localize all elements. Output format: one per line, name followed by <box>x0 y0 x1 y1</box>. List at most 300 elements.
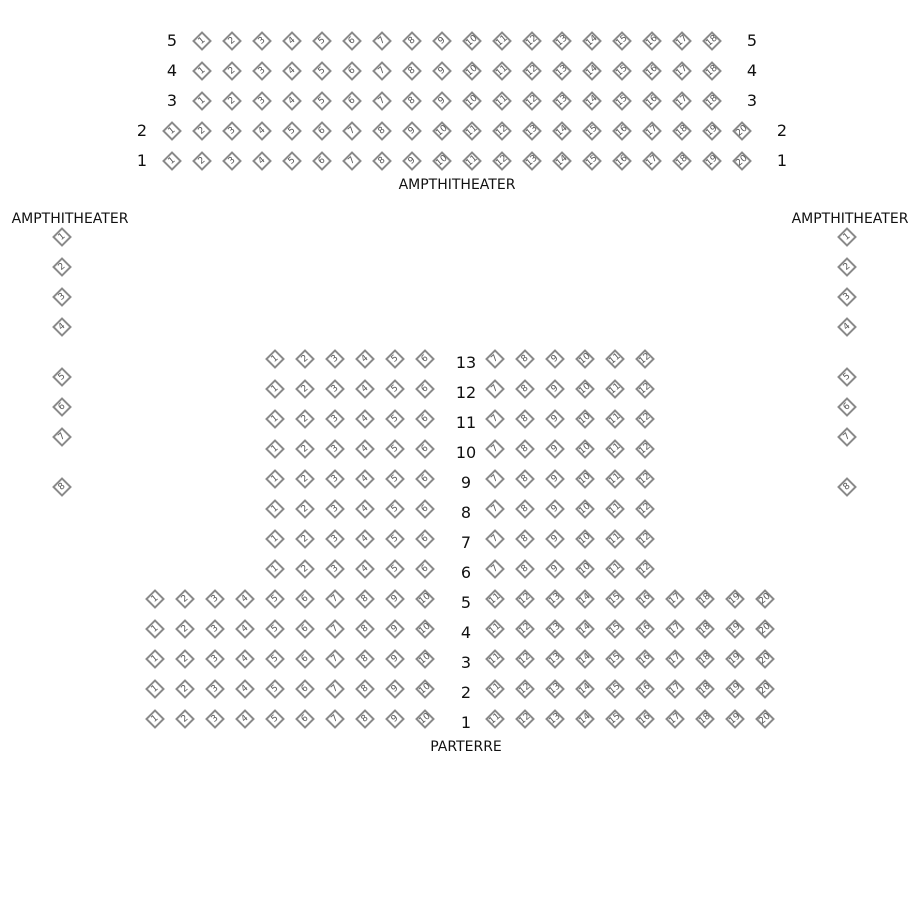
amphitheater-seat[interactable] <box>637 56 667 86</box>
amphitheater-seat[interactable] <box>307 86 337 116</box>
parterre-seat[interactable] <box>480 494 510 524</box>
amphitheater-seat[interactable] <box>427 86 457 116</box>
side-left-seat[interactable] <box>47 282 77 312</box>
amphitheater-seat[interactable] <box>397 56 427 86</box>
parterre-seat[interactable] <box>630 614 660 644</box>
parterre-seat[interactable] <box>510 464 540 494</box>
parterre-seat[interactable] <box>540 644 570 674</box>
parterre-seat[interactable] <box>170 584 200 614</box>
amphitheater-seat[interactable] <box>727 146 757 176</box>
parterre-seat[interactable] <box>380 584 410 614</box>
parterre-seat[interactable] <box>570 584 600 614</box>
parterre-seat[interactable] <box>380 374 410 404</box>
amphitheater-seat[interactable] <box>697 56 727 86</box>
parterre-seat[interactable] <box>260 344 290 374</box>
amphitheater-seat[interactable] <box>607 146 637 176</box>
parterre-seat[interactable] <box>720 644 750 674</box>
amphitheater-seat[interactable] <box>217 26 247 56</box>
parterre-seat[interactable] <box>380 614 410 644</box>
parterre-seat[interactable] <box>750 644 780 674</box>
amphitheater-seat[interactable] <box>547 116 577 146</box>
parterre-seat[interactable] <box>630 494 660 524</box>
side-right-seat[interactable] <box>832 422 862 452</box>
parterre-seat[interactable] <box>480 404 510 434</box>
side-left-seat[interactable] <box>47 472 77 502</box>
parterre-seat[interactable] <box>540 494 570 524</box>
amphitheater-seat[interactable] <box>247 26 277 56</box>
parterre-seat[interactable] <box>570 644 600 674</box>
amphitheater-seat[interactable] <box>337 116 367 146</box>
parterre-seat[interactable] <box>290 644 320 674</box>
parterre-seat[interactable] <box>380 644 410 674</box>
amphitheater-seat[interactable] <box>727 116 757 146</box>
parterre-seat[interactable] <box>750 704 780 734</box>
parterre-seat[interactable] <box>570 524 600 554</box>
amphitheater-seat[interactable] <box>547 146 577 176</box>
amphitheater-seat[interactable] <box>337 56 367 86</box>
amphitheater-seat[interactable] <box>457 116 487 146</box>
parterre-seat[interactable] <box>200 614 230 644</box>
parterre-seat[interactable] <box>320 374 350 404</box>
amphitheater-seat[interactable] <box>637 116 667 146</box>
parterre-seat[interactable] <box>410 584 440 614</box>
amphitheater-seat[interactable] <box>667 86 697 116</box>
amphitheater-seat[interactable] <box>247 116 277 146</box>
parterre-seat[interactable] <box>690 674 720 704</box>
parterre-seat[interactable] <box>540 674 570 704</box>
parterre-seat[interactable] <box>510 524 540 554</box>
parterre-seat[interactable] <box>510 584 540 614</box>
parterre-seat[interactable] <box>380 704 410 734</box>
amphitheater-seat[interactable] <box>637 86 667 116</box>
parterre-seat[interactable] <box>320 704 350 734</box>
amphitheater-seat[interactable] <box>547 26 577 56</box>
side-left-seat[interactable] <box>47 312 77 342</box>
amphitheater-seat[interactable] <box>517 56 547 86</box>
parterre-seat[interactable] <box>540 584 570 614</box>
parterre-seat[interactable] <box>630 674 660 704</box>
amphitheater-seat[interactable] <box>217 86 247 116</box>
parterre-seat[interactable] <box>480 374 510 404</box>
parterre-seat[interactable] <box>720 614 750 644</box>
parterre-seat[interactable] <box>510 554 540 584</box>
amphitheater-seat[interactable] <box>667 56 697 86</box>
amphitheater-seat[interactable] <box>277 56 307 86</box>
parterre-seat[interactable] <box>660 644 690 674</box>
parterre-seat[interactable] <box>570 404 600 434</box>
parterre-seat[interactable] <box>350 344 380 374</box>
parterre-seat[interactable] <box>320 344 350 374</box>
parterre-seat[interactable] <box>140 614 170 644</box>
amphitheater-seat[interactable] <box>427 116 457 146</box>
amphitheater-seat[interactable] <box>277 86 307 116</box>
parterre-seat[interactable] <box>690 614 720 644</box>
amphitheater-seat[interactable] <box>577 56 607 86</box>
amphitheater-seat[interactable] <box>307 116 337 146</box>
parterre-seat[interactable] <box>290 704 320 734</box>
amphitheater-seat[interactable] <box>187 26 217 56</box>
parterre-seat[interactable] <box>290 614 320 644</box>
amphitheater-seat[interactable] <box>517 116 547 146</box>
parterre-seat[interactable] <box>510 434 540 464</box>
parterre-seat[interactable] <box>600 674 630 704</box>
parterre-seat[interactable] <box>140 584 170 614</box>
parterre-seat[interactable] <box>260 704 290 734</box>
amphitheater-seat[interactable] <box>277 26 307 56</box>
parterre-seat[interactable] <box>380 344 410 374</box>
parterre-seat[interactable] <box>600 374 630 404</box>
parterre-seat[interactable] <box>570 344 600 374</box>
parterre-seat[interactable] <box>540 704 570 734</box>
amphitheater-seat[interactable] <box>577 86 607 116</box>
parterre-seat[interactable] <box>540 434 570 464</box>
side-left-seat[interactable] <box>47 392 77 422</box>
parterre-seat[interactable] <box>320 554 350 584</box>
parterre-seat[interactable] <box>480 704 510 734</box>
amphitheater-seat[interactable] <box>487 26 517 56</box>
amphitheater-seat[interactable] <box>397 116 427 146</box>
parterre-seat[interactable] <box>480 464 510 494</box>
parterre-seat[interactable] <box>600 614 630 644</box>
amphitheater-seat[interactable] <box>307 26 337 56</box>
side-left-seat[interactable] <box>47 222 77 252</box>
amphitheater-seat[interactable] <box>367 56 397 86</box>
amphitheater-seat[interactable] <box>517 146 547 176</box>
parterre-seat[interactable] <box>350 524 380 554</box>
parterre-seat[interactable] <box>290 374 320 404</box>
parterre-seat[interactable] <box>510 344 540 374</box>
parterre-seat[interactable] <box>570 704 600 734</box>
parterre-seat[interactable] <box>570 464 600 494</box>
amphitheater-seat[interactable] <box>367 116 397 146</box>
parterre-seat[interactable] <box>350 554 380 584</box>
side-right-seat[interactable] <box>832 312 862 342</box>
parterre-seat[interactable] <box>170 644 200 674</box>
parterre-seat[interactable] <box>230 704 260 734</box>
parterre-seat[interactable] <box>690 584 720 614</box>
parterre-seat[interactable] <box>380 434 410 464</box>
parterre-seat[interactable] <box>140 704 170 734</box>
parterre-seat[interactable] <box>480 434 510 464</box>
side-right-seat[interactable] <box>832 222 862 252</box>
amphitheater-seat[interactable] <box>157 116 187 146</box>
amphitheater-seat[interactable] <box>337 26 367 56</box>
parterre-seat[interactable] <box>350 404 380 434</box>
parterre-seat[interactable] <box>630 644 660 674</box>
amphitheater-seat[interactable] <box>457 26 487 56</box>
parterre-seat[interactable] <box>410 464 440 494</box>
parterre-seat[interactable] <box>290 674 320 704</box>
amphitheater-seat[interactable] <box>607 56 637 86</box>
parterre-seat[interactable] <box>410 344 440 374</box>
parterre-seat[interactable] <box>230 644 260 674</box>
parterre-seat[interactable] <box>600 494 630 524</box>
amphitheater-seat[interactable] <box>697 146 727 176</box>
parterre-seat[interactable] <box>290 464 320 494</box>
amphitheater-seat[interactable] <box>187 146 217 176</box>
amphitheater-seat[interactable] <box>487 56 517 86</box>
parterre-seat[interactable] <box>600 344 630 374</box>
parterre-seat[interactable] <box>320 494 350 524</box>
side-left-seat[interactable] <box>47 252 77 282</box>
parterre-seat[interactable] <box>380 404 410 434</box>
amphitheater-seat[interactable] <box>427 56 457 86</box>
parterre-seat[interactable] <box>510 644 540 674</box>
parterre-seat[interactable] <box>480 554 510 584</box>
parterre-seat[interactable] <box>230 584 260 614</box>
amphitheater-seat[interactable] <box>217 146 247 176</box>
parterre-seat[interactable] <box>140 674 170 704</box>
amphitheater-seat[interactable] <box>517 86 547 116</box>
parterre-seat[interactable] <box>320 644 350 674</box>
parterre-seat[interactable] <box>630 524 660 554</box>
parterre-seat[interactable] <box>570 554 600 584</box>
parterre-seat[interactable] <box>570 614 600 644</box>
parterre-seat[interactable] <box>510 614 540 644</box>
amphitheater-seat[interactable] <box>247 86 277 116</box>
parterre-seat[interactable] <box>480 584 510 614</box>
parterre-seat[interactable] <box>290 584 320 614</box>
parterre-seat[interactable] <box>540 374 570 404</box>
amphitheater-seat[interactable] <box>307 146 337 176</box>
parterre-seat[interactable] <box>260 554 290 584</box>
amphitheater-seat[interactable] <box>217 56 247 86</box>
parterre-seat[interactable] <box>540 614 570 644</box>
amphitheater-seat[interactable] <box>247 56 277 86</box>
parterre-seat[interactable] <box>630 464 660 494</box>
parterre-seat[interactable] <box>230 674 260 704</box>
amphitheater-seat[interactable] <box>667 146 697 176</box>
parterre-seat[interactable] <box>480 614 510 644</box>
parterre-seat[interactable] <box>320 404 350 434</box>
parterre-seat[interactable] <box>320 674 350 704</box>
parterre-seat[interactable] <box>140 644 170 674</box>
amphitheater-seat[interactable] <box>577 26 607 56</box>
amphitheater-seat[interactable] <box>217 116 247 146</box>
parterre-seat[interactable] <box>660 584 690 614</box>
parterre-seat[interactable] <box>350 644 380 674</box>
parterre-seat[interactable] <box>320 524 350 554</box>
amphitheater-seat[interactable] <box>577 116 607 146</box>
parterre-seat[interactable] <box>540 524 570 554</box>
amphitheater-seat[interactable] <box>307 56 337 86</box>
parterre-seat[interactable] <box>320 614 350 644</box>
parterre-seat[interactable] <box>630 584 660 614</box>
parterre-seat[interactable] <box>320 434 350 464</box>
parterre-seat[interactable] <box>350 374 380 404</box>
parterre-seat[interactable] <box>480 644 510 674</box>
parterre-seat[interactable] <box>480 674 510 704</box>
amphitheater-seat[interactable] <box>667 116 697 146</box>
parterre-seat[interactable] <box>410 404 440 434</box>
parterre-seat[interactable] <box>630 554 660 584</box>
parterre-seat[interactable] <box>260 614 290 644</box>
amphitheater-seat[interactable] <box>427 26 457 56</box>
parterre-seat[interactable] <box>260 464 290 494</box>
parterre-seat[interactable] <box>720 704 750 734</box>
side-left-seat[interactable] <box>47 362 77 392</box>
parterre-seat[interactable] <box>380 464 410 494</box>
parterre-seat[interactable] <box>380 494 410 524</box>
amphitheater-seat[interactable] <box>517 26 547 56</box>
parterre-seat[interactable] <box>410 434 440 464</box>
parterre-seat[interactable] <box>660 674 690 704</box>
parterre-seat[interactable] <box>350 434 380 464</box>
parterre-seat[interactable] <box>570 434 600 464</box>
parterre-seat[interactable] <box>290 554 320 584</box>
parterre-seat[interactable] <box>720 674 750 704</box>
parterre-seat[interactable] <box>410 674 440 704</box>
parterre-seat[interactable] <box>630 434 660 464</box>
parterre-seat[interactable] <box>630 344 660 374</box>
parterre-seat[interactable] <box>540 464 570 494</box>
parterre-seat[interactable] <box>410 614 440 644</box>
side-right-seat[interactable] <box>832 252 862 282</box>
amphitheater-seat[interactable] <box>187 56 217 86</box>
parterre-seat[interactable] <box>630 404 660 434</box>
amphitheater-seat[interactable] <box>577 146 607 176</box>
parterre-seat[interactable] <box>570 374 600 404</box>
amphitheater-seat[interactable] <box>337 146 367 176</box>
parterre-seat[interactable] <box>600 434 630 464</box>
parterre-seat[interactable] <box>600 524 630 554</box>
amphitheater-seat[interactable] <box>637 26 667 56</box>
parterre-seat[interactable] <box>170 614 200 644</box>
side-right-seat[interactable] <box>832 282 862 312</box>
parterre-seat[interactable] <box>260 494 290 524</box>
amphitheater-seat[interactable] <box>547 56 577 86</box>
parterre-seat[interactable] <box>380 554 410 584</box>
parterre-seat[interactable] <box>350 614 380 644</box>
parterre-seat[interactable] <box>540 344 570 374</box>
parterre-seat[interactable] <box>510 704 540 734</box>
parterre-seat[interactable] <box>540 404 570 434</box>
parterre-seat[interactable] <box>230 614 260 644</box>
parterre-seat[interactable] <box>350 674 380 704</box>
amphitheater-seat[interactable] <box>667 26 697 56</box>
amphitheater-seat[interactable] <box>697 116 727 146</box>
parterre-seat[interactable] <box>260 374 290 404</box>
amphitheater-seat[interactable] <box>367 86 397 116</box>
amphitheater-seat[interactable] <box>367 146 397 176</box>
parterre-seat[interactable] <box>260 434 290 464</box>
parterre-seat[interactable] <box>690 704 720 734</box>
parterre-seat[interactable] <box>750 674 780 704</box>
parterre-seat[interactable] <box>260 584 290 614</box>
amphitheater-seat[interactable] <box>397 86 427 116</box>
parterre-seat[interactable] <box>480 524 510 554</box>
amphitheater-seat[interactable] <box>367 26 397 56</box>
amphitheater-seat[interactable] <box>247 146 277 176</box>
parterre-seat[interactable] <box>380 674 410 704</box>
parterre-seat[interactable] <box>630 704 660 734</box>
parterre-seat[interactable] <box>170 674 200 704</box>
amphitheater-seat[interactable] <box>457 146 487 176</box>
parterre-seat[interactable] <box>290 404 320 434</box>
parterre-seat[interactable] <box>290 434 320 464</box>
side-right-seat[interactable] <box>832 392 862 422</box>
parterre-seat[interactable] <box>600 584 630 614</box>
parterre-seat[interactable] <box>510 674 540 704</box>
parterre-seat[interactable] <box>320 584 350 614</box>
parterre-seat[interactable] <box>540 554 570 584</box>
parterre-seat[interactable] <box>320 464 350 494</box>
parterre-seat[interactable] <box>260 524 290 554</box>
parterre-seat[interactable] <box>600 704 630 734</box>
amphitheater-seat[interactable] <box>637 146 667 176</box>
parterre-seat[interactable] <box>570 494 600 524</box>
amphitheater-seat[interactable] <box>457 56 487 86</box>
parterre-seat[interactable] <box>410 554 440 584</box>
amphitheater-seat[interactable] <box>697 86 727 116</box>
amphitheater-seat[interactable] <box>187 116 217 146</box>
parterre-seat[interactable] <box>350 464 380 494</box>
amphitheater-seat[interactable] <box>607 26 637 56</box>
parterre-seat[interactable] <box>600 464 630 494</box>
amphitheater-seat[interactable] <box>487 86 517 116</box>
parterre-seat[interactable] <box>410 374 440 404</box>
parterre-seat[interactable] <box>350 704 380 734</box>
parterre-seat[interactable] <box>260 644 290 674</box>
parterre-seat[interactable] <box>350 494 380 524</box>
parterre-seat[interactable] <box>410 644 440 674</box>
amphitheater-seat[interactable] <box>187 86 217 116</box>
amphitheater-seat[interactable] <box>607 116 637 146</box>
parterre-seat[interactable] <box>600 644 630 674</box>
amphitheater-seat[interactable] <box>277 116 307 146</box>
side-right-seat[interactable] <box>832 362 862 392</box>
parterre-seat[interactable] <box>600 554 630 584</box>
parterre-seat[interactable] <box>600 404 630 434</box>
amphitheater-seat[interactable] <box>547 86 577 116</box>
amphitheater-seat[interactable] <box>697 26 727 56</box>
parterre-seat[interactable] <box>510 494 540 524</box>
parterre-seat[interactable] <box>200 644 230 674</box>
parterre-seat[interactable] <box>630 374 660 404</box>
parterre-seat[interactable] <box>510 404 540 434</box>
parterre-seat[interactable] <box>750 614 780 644</box>
parterre-seat[interactable] <box>290 494 320 524</box>
amphitheater-seat[interactable] <box>457 86 487 116</box>
parterre-seat[interactable] <box>260 674 290 704</box>
parterre-seat[interactable] <box>200 674 230 704</box>
parterre-seat[interactable] <box>690 644 720 674</box>
parterre-seat[interactable] <box>510 374 540 404</box>
amphitheater-seat[interactable] <box>427 146 457 176</box>
parterre-seat[interactable] <box>720 584 750 614</box>
amphitheater-seat[interactable] <box>397 26 427 56</box>
amphitheater-seat[interactable] <box>397 146 427 176</box>
parterre-seat[interactable] <box>480 344 510 374</box>
parterre-seat[interactable] <box>410 704 440 734</box>
parterre-seat[interactable] <box>570 674 600 704</box>
parterre-seat[interactable] <box>380 524 410 554</box>
parterre-seat[interactable] <box>660 704 690 734</box>
amphitheater-seat[interactable] <box>607 86 637 116</box>
parterre-seat[interactable] <box>660 614 690 644</box>
amphitheater-seat[interactable] <box>487 116 517 146</box>
amphitheater-seat[interactable] <box>157 146 187 176</box>
side-right-seat[interactable] <box>832 472 862 502</box>
parterre-seat[interactable] <box>200 584 230 614</box>
parterre-seat[interactable] <box>200 704 230 734</box>
parterre-seat[interactable] <box>750 584 780 614</box>
parterre-seat[interactable] <box>350 584 380 614</box>
parterre-seat[interactable] <box>290 344 320 374</box>
parterre-seat[interactable] <box>170 704 200 734</box>
amphitheater-seat[interactable] <box>487 146 517 176</box>
amphitheater-seat[interactable] <box>337 86 367 116</box>
